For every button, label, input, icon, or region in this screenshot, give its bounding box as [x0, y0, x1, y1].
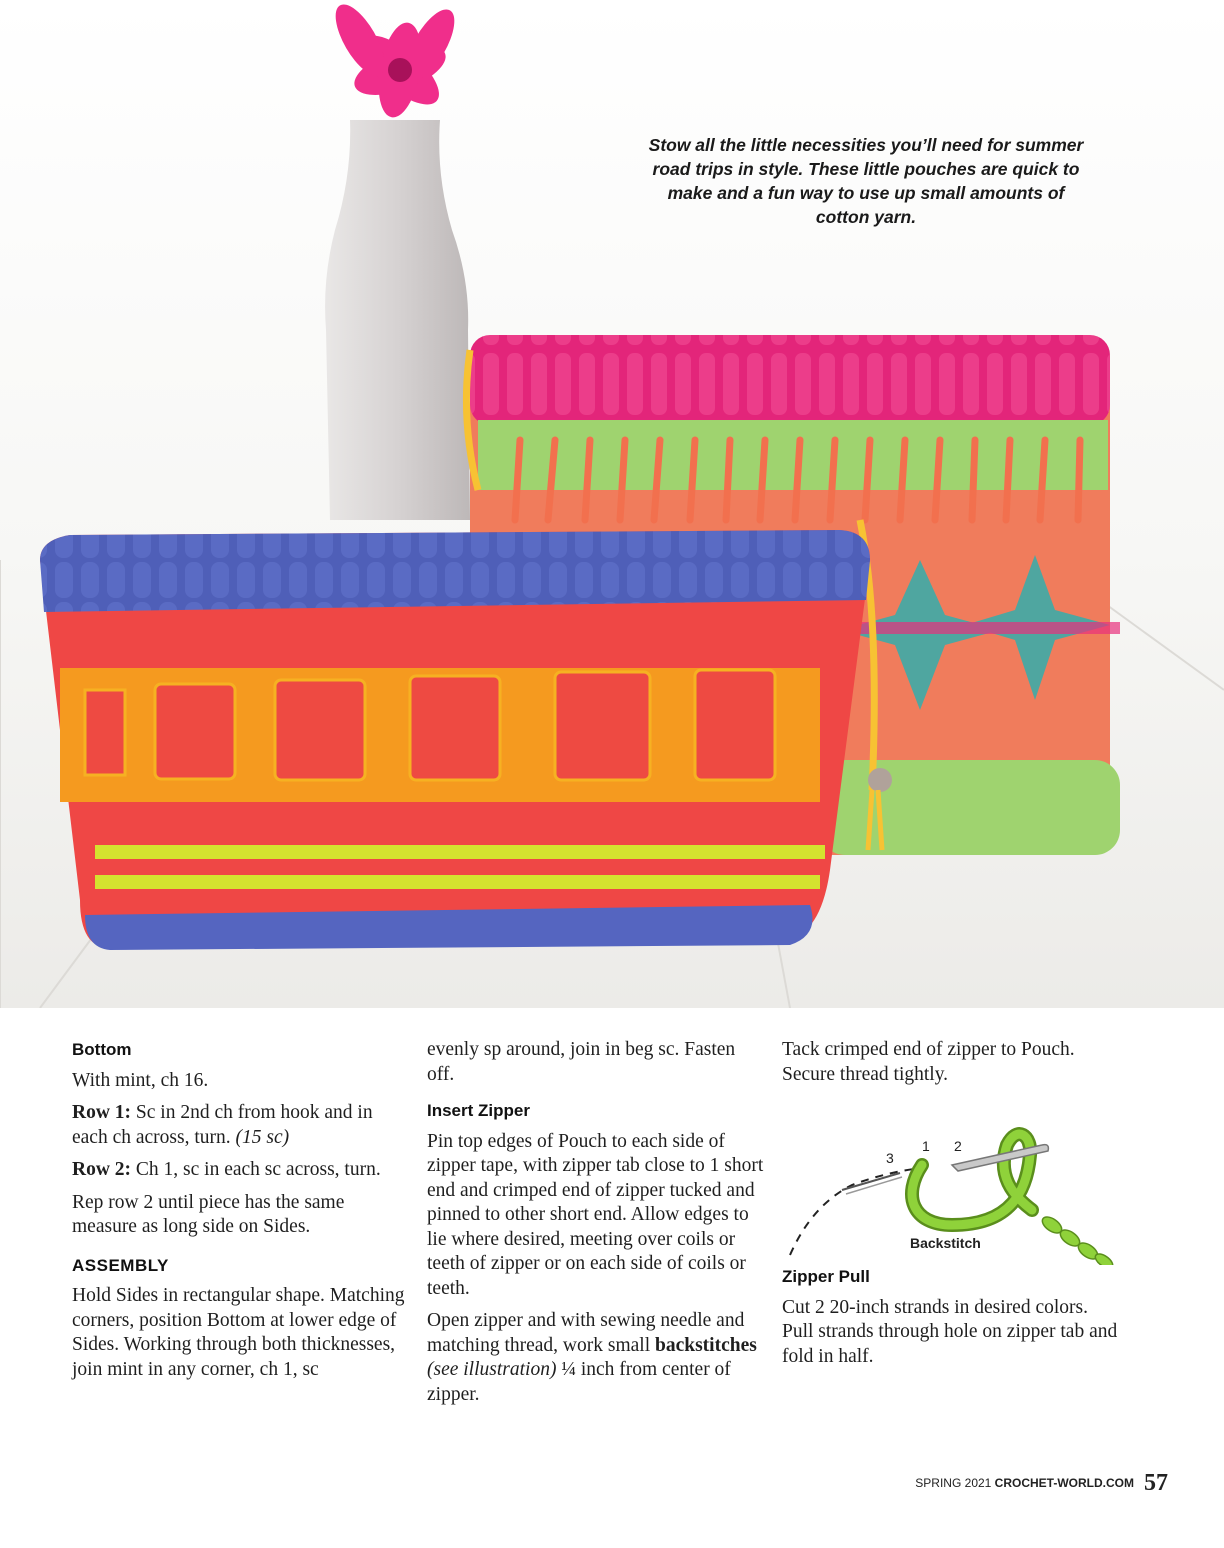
- page-footer: [915, 1470, 1168, 1497]
- p2-italic: (see illustration): [427, 1359, 557, 1380]
- backstitch-label: Backstitch: [910, 1235, 981, 1251]
- bottom-intro: With mint, ch 16.: [72, 1069, 209, 1091]
- insert-zipper-heading: Insert Zipper: [427, 1101, 530, 1120]
- insert-zipper-p1: Pin top edges of Pouch to each side of zipper tape, with zipper tab close to 1 short end and crimped end of zipper tucked and pinned to other short end. Allow edges to lie where desired, meeting over coils or teeth of zipper or on each side of coils or teeth.: [427, 1130, 764, 1299]
- repeat-instructions: Rep row 2 until piece has the same measure as long side on Sides.: [72, 1191, 345, 1237]
- row-2-text: Ch 1, sc in each sc across, turn.: [131, 1159, 381, 1180]
- row-2: [72, 1158, 412, 1183]
- p2-bold: backstitches: [654, 1334, 757, 1356]
- column-1: [72, 1038, 412, 1390]
- insert-zipper-p2: [427, 1309, 767, 1407]
- page-number: 57: [1144, 1470, 1168, 1496]
- zipper-pull-text: Cut 2 20-inch strands in desired colors. Pull strands through hole on zipper tab and fold in half.: [782, 1296, 1118, 1367]
- assembly-text: Hold Sides in rectangular shape. Matching corners, position Bottom at lower edge of Sides. Working through both thicknesses, join mint in any corner, ch 1, sc: [72, 1285, 405, 1380]
- label-3: 3: [886, 1150, 894, 1166]
- row-1-text: Sc in 2nd ch from hook and in each ch across, turn.: [72, 1102, 373, 1148]
- assembly-continued: evenly sp around, join in beg sc. Fasten off.: [427, 1039, 736, 1085]
- zipper-pull-heading: Zipper Pull: [782, 1267, 870, 1286]
- footer-site: CROCHET-WORLD.COM: [994, 1476, 1134, 1490]
- column-3: [782, 1038, 1122, 1377]
- assembly-heading: ASSEMBLY: [72, 1255, 169, 1275]
- front-pouch: [40, 530, 870, 950]
- footer-season: SPRING 2021: [915, 1476, 995, 1490]
- column-2: [427, 1038, 767, 1415]
- row-1: [72, 1101, 412, 1150]
- p2-text-b: ¼ inch from center of zipper.: [427, 1359, 731, 1405]
- row-2-label: Row 2:: [72, 1159, 132, 1180]
- photo-caption: Stow all the little necessities you’ll need for summer road trips in style. These little pouches are quick to make and a fun way to use up small amounts of cotton yarn.: [648, 135, 1084, 227]
- insert-zipper-p3: Tack crimped end of zipper to Pouch. Secure thread tightly.: [782, 1039, 1075, 1085]
- label-1: 1: [922, 1138, 930, 1154]
- backstitch-illustration: [782, 1095, 1122, 1265]
- row-1-label: Row 1:: [72, 1102, 132, 1123]
- row-1-count: (15 sc): [235, 1126, 290, 1148]
- p2-text-a: Open zipper and with sewing needle and matching thread, work small: [427, 1310, 745, 1356]
- bottom-heading: Bottom: [72, 1040, 132, 1059]
- label-2: 2: [954, 1138, 962, 1154]
